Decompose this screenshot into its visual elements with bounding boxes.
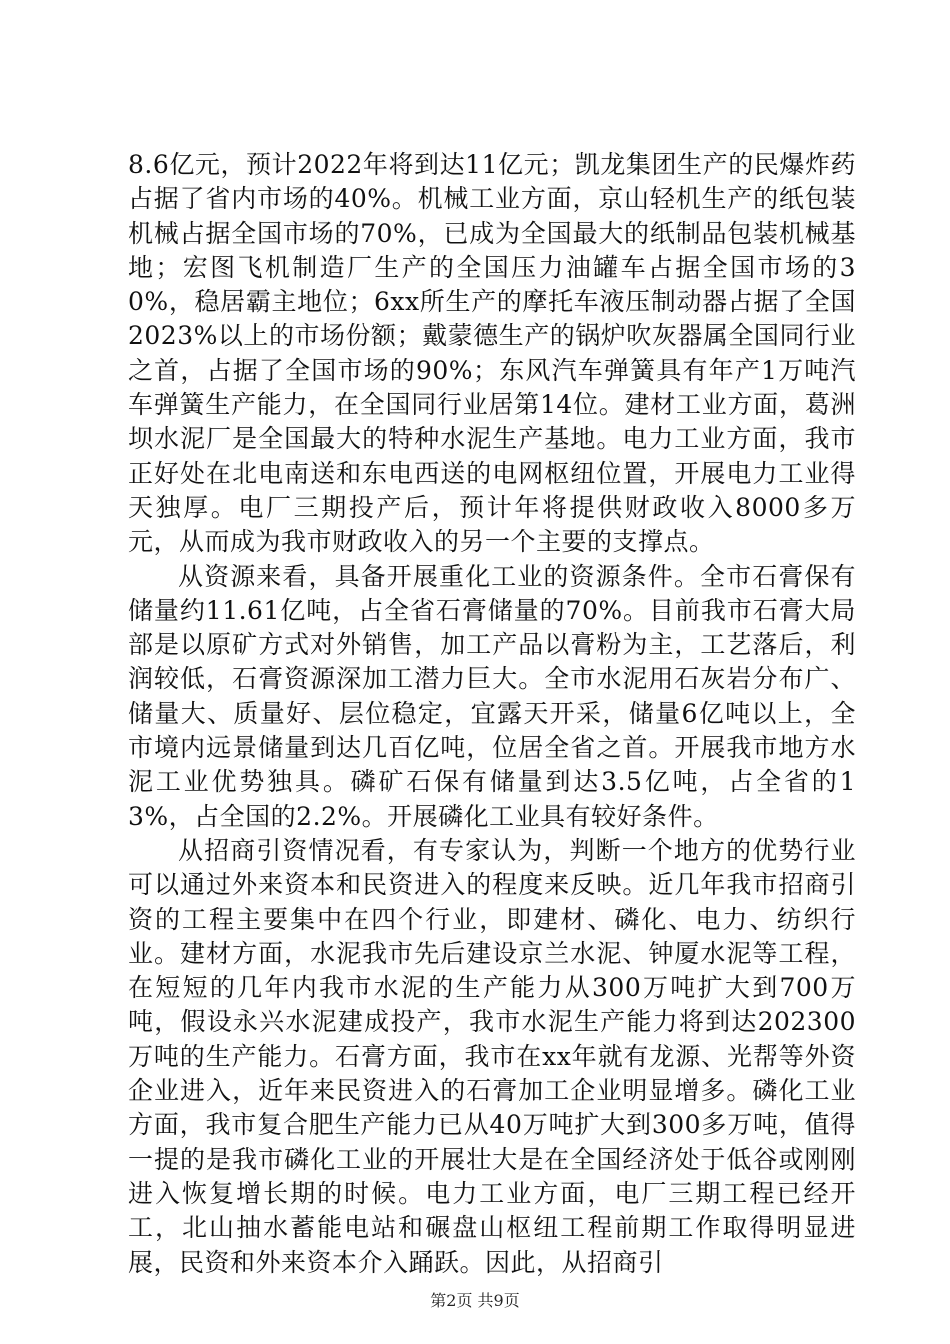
page-footer: 第2页 共9页 (430, 1291, 520, 1310)
paragraph-investment: 从招商引资情况看，有专家认为，判断一个地方的优势行业可以通过外来资本和民资进入的程度来反映。近几年我市招商引资的工程主要集中在四个行业，即建材、磷化、电力、纺织行业。建材方面，水泥我市先后建设京兰水泥、钟厦水泥等工程，在短短的几年内我市水泥的生产能力从300万吨扩大到700万吨，假设永兴水泥建成投产，我市水泥生产能力将到达202300万吨的生产能力。石膏方面，我市在xx年就有龙源、光帮等外资企业进入，近年来民资进入的石膏加工企业明显增多。磷化工业方面，我市复合肥生产能力已从40万吨扩大到300多万吨，值得一提的是我市磷化工业的开展壮大是在全国经济处于低谷或刚刚进入恢复增长期的时候。电力工业方面，电厂三期工程已经开工，北山抽水蓄能电站和碾盘山枢纽工程前期工作取得明显进展，民资和外来资本介入踊跃。因此，从招商引 (128, 835, 856, 1277)
paragraph-resources: 从资源来看，具备开展重化工业的资源条件。全市石膏保有储量约11.61亿吨，占全省石膏储量的70%。目前我市石膏大局部是以原矿方式对外销售，加工产品以膏粉为主，工艺落后，利润较低，石膏资源深加工潜力巨大。全市水泥用石灰岩分布广、储量大、质量好、层位稳定，宜露天开采，储量6亿吨以上，全市境内远景储量到达几百亿吨，位居全省之首。开展我市地方水泥工业优势独具。磷矿石保有储量到达3.5亿吨，占全省的13%，占全国的2.2%。开展磷化工业具有较好条件。 (128, 561, 856, 831)
paragraph-continued: 8.6亿元，预计2022年将到达11亿元；凯龙集团生产的民爆炸药占据了省内市场的40%。机械工业方面，京山轻机生产的纸包装机械占据全国市场的70%，已成为全国最大的纸制品包装机械基地；宏图飞机制造厂生产的全国压力油罐车占据全国市场的30%，稳居霸主地位；6xx所生产的摩托车液压制动器占据了全国2023%以上的市场份额；戴蒙德生产的锅炉吹灰器属全国同行业之首，占据了全国市场的90%；东风汽车弹簧具有年产1万吨汽车弹簧生产能力，在全国同行业居第14位。建材工业方面，葛洲坝水泥厂是全国最大的特种水泥生产基地。电力工业方面，我市正好处在北电南送和东电西送的电网枢纽位置，开展电力工业得天独厚。电厂三期投产后，预计年将提供财政收入8000多万元，从而成为我市财政收入的另一个主要的支撑点。 (128, 150, 856, 557)
document-body (128, 148, 856, 1280)
